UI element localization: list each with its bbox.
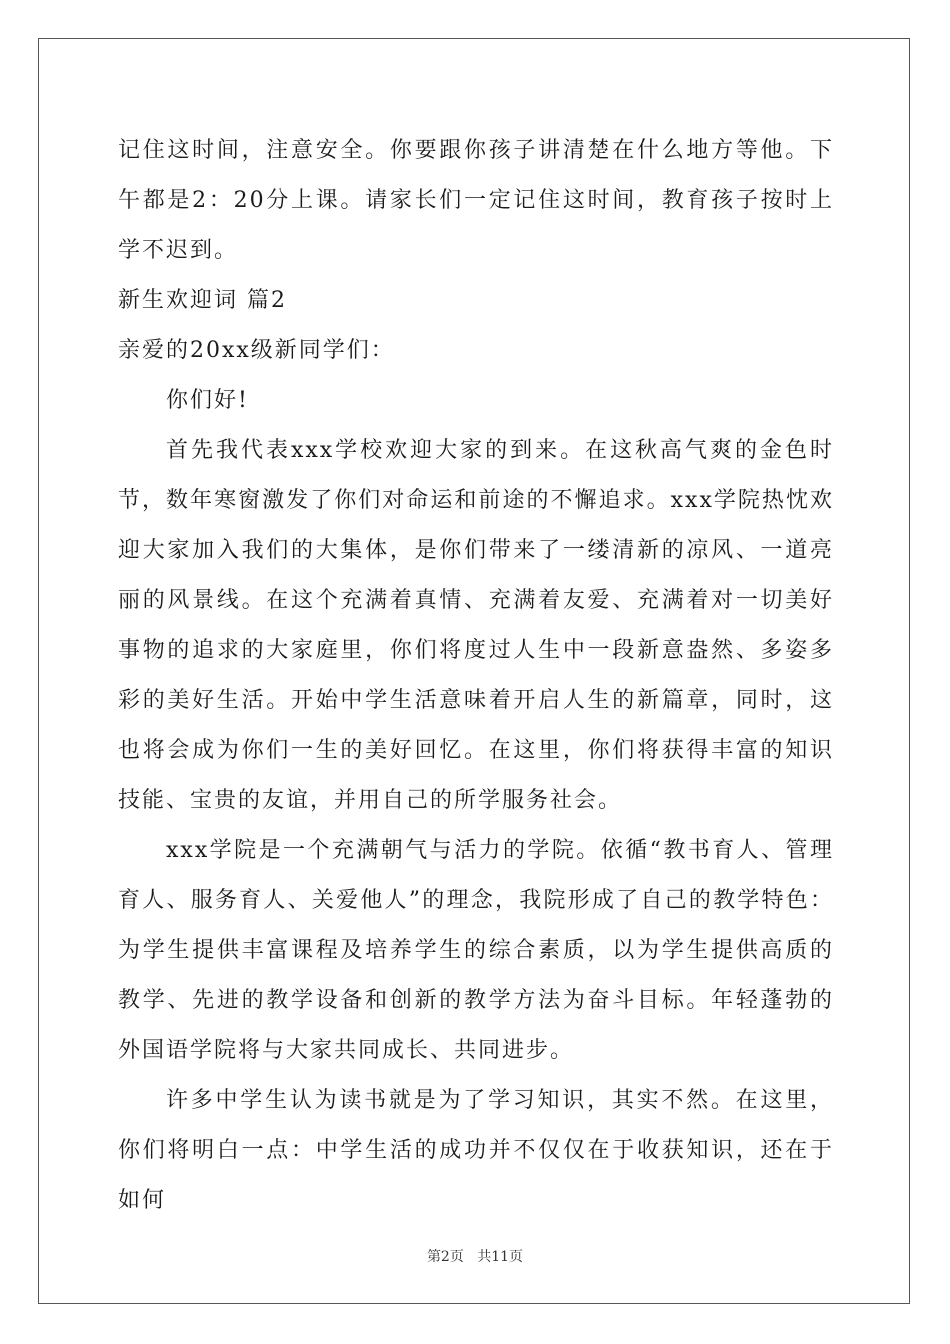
paragraph: 首先我代表xxx学校欢迎大家的到来。在这秋高气爽的金色时节，数年寒窗激发了你们对命运和前途的不懈追求。xxx学院热忱欢迎大家加入我们的大集体，是你们带来了一缕清新的凉风、一道亮丽的风景线。在这个充满着真情、充满着友爱、充满着对一切美好事物的追求的大家庭里，你们将度过人生中一段新意盎然、多姿多彩的美好生活。开始中学生活意味着开启人生的新篇章，同时，这也将会成为你们一生的美好回忆。在这里，你们将获得丰富的知识技能、宝贵的友谊，并用自己的所学服务社会。 bbox=[118, 438, 834, 813]
page-total: 共11页 bbox=[477, 1249, 524, 1265]
paragraph: xxx学院是一个充满朝气与活力的学院。依循“教书育人、管理育人、服务育人、关爱他人”的理念，我院形成了自己的教学特色：为学生提供丰富课程及培养学生的综合素质，以为学生提供高质的教学、先进的教学设备和创新的教学方法为奋斗目标。年轻蓬勃的外国语学院将与大家共同成长、共同进步。 bbox=[118, 838, 834, 1063]
salutation: 亲爱的20xx级新同学们： bbox=[118, 338, 395, 363]
page-footer bbox=[0, 1248, 950, 1266]
section-heading: 新生欢迎词 篇2 bbox=[118, 288, 287, 313]
document-body bbox=[118, 126, 834, 1226]
page-number: 第2页 bbox=[426, 1249, 464, 1265]
paragraph-continuation: 记住这时间，注意安全。你要跟你孩子讲清楚在什么地方等他。下午都是2：20分上课。请家长们一定记住这时间，教育孩子按时上学不迟到。 bbox=[118, 138, 834, 263]
paragraph: 许多中学生认为读书就是为了学习知识，其实不然。在这里，你们将明白一点：中学生活的成功并不仅仅在于收获知识，还在于如何 bbox=[118, 1088, 834, 1213]
greeting: 你们好! bbox=[166, 388, 249, 413]
